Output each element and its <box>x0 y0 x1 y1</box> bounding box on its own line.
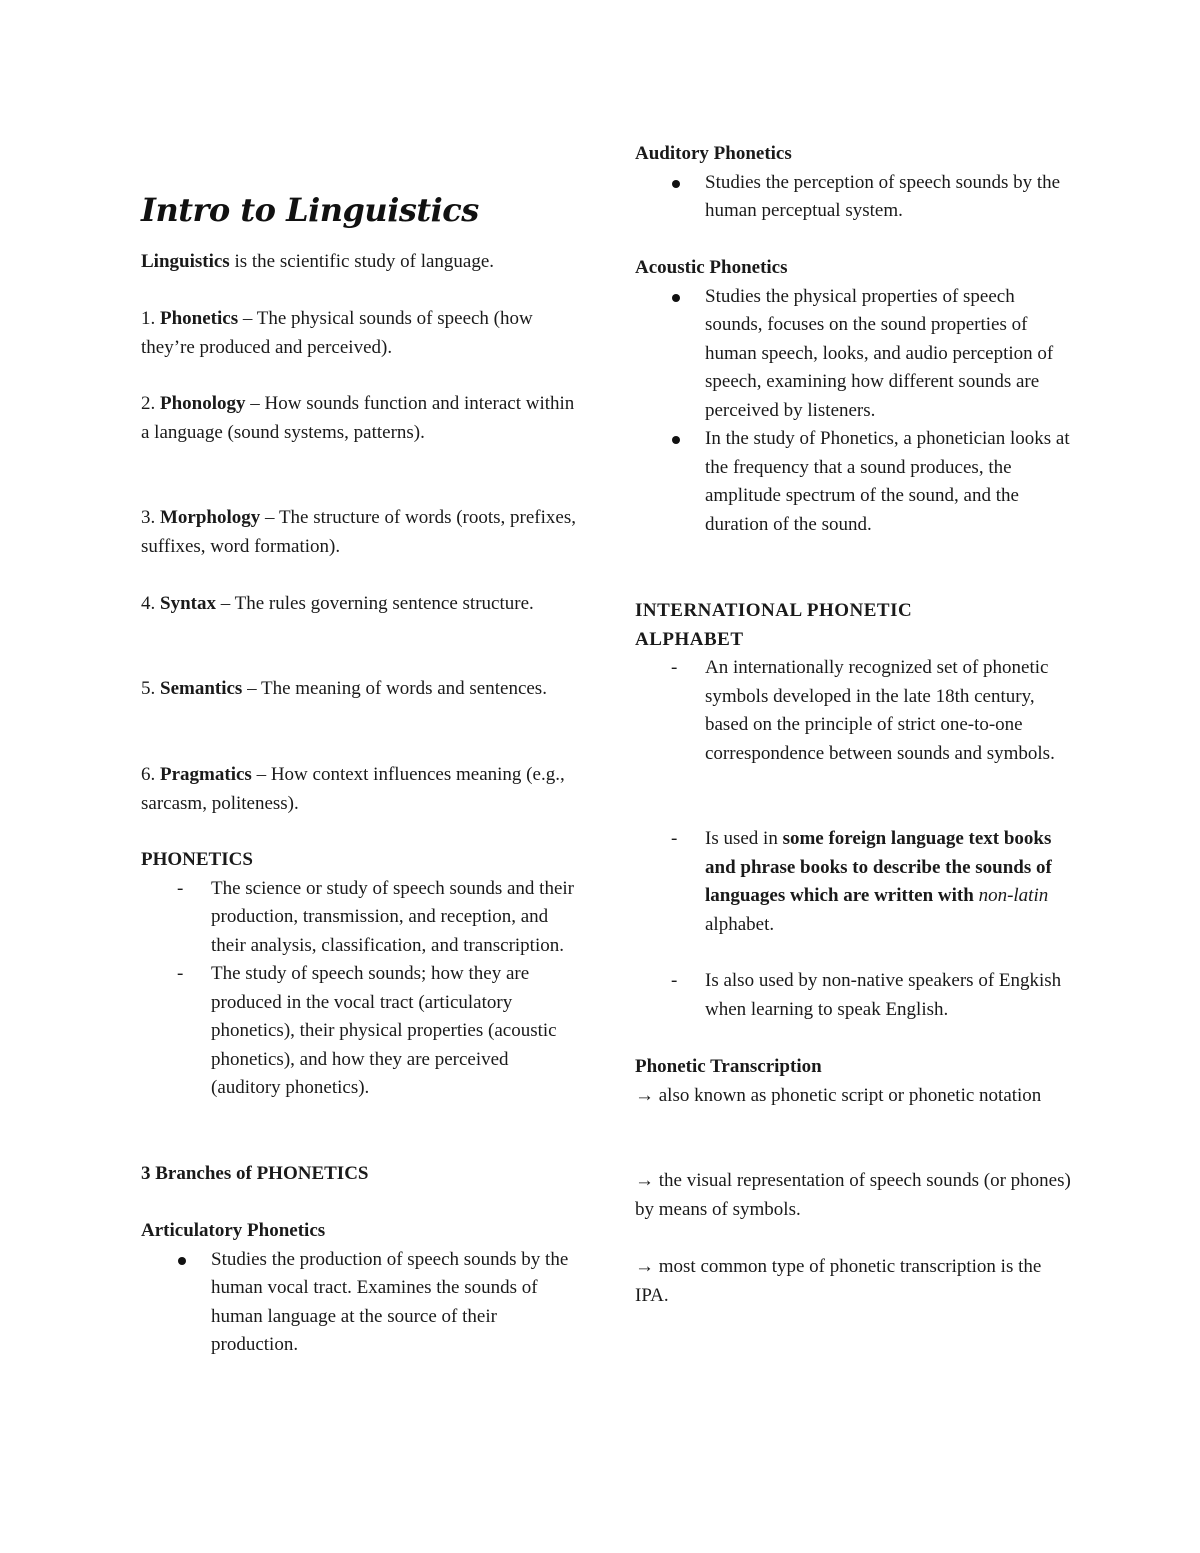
arrow-icon: → <box>635 1256 654 1277</box>
transcription-line: → the visual representation of speech sounds (or phones) by means of symbols. <box>635 1170 1071 1220</box>
list-item: Studies the physical properties of speech sounds, focuses on the sound properties of human speech, looks, and audio perception of speech, examining how different sounds are perceived by listeners. <box>635 283 1075 426</box>
ipa-section <box>635 597 1055 768</box>
phonetics-section <box>141 846 581 1103</box>
dash-marker: - <box>671 970 678 991</box>
list-item-phonology: 2. Phonology – How sounds function and interact within a language (sound systems, patterns). <box>141 393 575 443</box>
acoustic-section <box>635 254 1075 539</box>
intro-text: is the scientific study of language. <box>229 251 495 272</box>
articulatory-section <box>141 1217 581 1360</box>
list-item: Studies the perception of speech sounds by the human perceptual system. <box>635 169 1075 226</box>
list-item-syntax: 4. Syntax – The rules governing sentence structure. <box>141 593 534 614</box>
branches-heading: 3 Branches of PHONETICS <box>141 1163 369 1184</box>
list-item-morphology: 3. Morphology – The structure of words (roots, prefixes, suffixes, word formation). <box>141 507 576 557</box>
transcription-section <box>635 1053 1075 1110</box>
transcription-heading: Phonetic Transcription <box>635 1056 822 1077</box>
phonetics-heading: PHONETICS <box>141 849 253 870</box>
dash-marker: - <box>671 657 678 678</box>
bullet-icon <box>178 1257 186 1265</box>
item-term: Pragmatics <box>160 764 252 785</box>
bullet-icon <box>672 180 680 188</box>
acoustic-list <box>635 283 1075 540</box>
acoustic-heading: Acoustic Phonetics <box>635 257 788 278</box>
auditory-heading: Auditory Phonetics <box>635 143 792 164</box>
item-term: Morphology <box>160 507 261 528</box>
transcription-line: → most common type of phonetic transcription is the IPA. <box>635 1256 1042 1306</box>
item-term: Phonetics <box>160 308 239 329</box>
auditory-section <box>635 140 1075 226</box>
list-item-phonetics: 1. Phonetics – The physical sounds of speech (how they’re produced and perceived). <box>141 308 533 358</box>
document-title: Intro to Linguistics <box>141 191 479 229</box>
bullet-icon <box>672 436 680 444</box>
dash-marker: - <box>177 877 184 899</box>
auditory-list <box>635 169 1075 226</box>
bullet-icon <box>672 294 680 302</box>
list-item: In the study of Phonetics, a phonetician looks at the frequency that a sound produces, the amplitude spectrum of the sound, and the duration of the sound. <box>635 425 1075 539</box>
list-item: - Is also used by non-native speakers of Engkish when learning to speak English. <box>635 967 1075 1024</box>
dash-marker: - <box>671 828 678 849</box>
list-item: Studies the production of speech sounds by the human vocal tract. Examines the sounds of human language at the source of their production. <box>141 1246 581 1360</box>
list-item: - The study of speech sounds; how they are produced in the vocal tract (articulatory phonetics), their physical properties (acoustic phonetics), and how they are perceived (auditory phonetics). <box>141 960 581 1103</box>
list-item: - Is used in some foreign language text books and phrase books to describe the sounds of languages which are written with non-latin alphabet. <box>635 825 1075 939</box>
dash-marker: - <box>177 963 184 984</box>
transcription-line: → also known as phonetic script or phonetic notation <box>635 1084 1042 1106</box>
articulatory-heading: Articulatory Phonetics <box>141 1220 326 1241</box>
intro-term: Linguistics <box>141 251 230 272</box>
item-term: Syntax <box>160 593 216 614</box>
ipa-list <box>635 654 1055 768</box>
list-item: - The science or study of speech sounds and their production, transmission, and reception, and their analysis, classification, and transcription. <box>141 875 581 961</box>
arrow-icon: → <box>635 1170 654 1191</box>
list-item: - An internationally recognized set of phonetic symbols developed in the late 18th century, based on the principle of strict one-to-one correspondence between sounds and symbols. <box>635 654 1055 768</box>
item-term: Phonology <box>160 393 246 414</box>
phonetics-list <box>141 875 581 1103</box>
articulatory-list <box>141 1246 581 1360</box>
ipa-list-3 <box>635 967 1075 1024</box>
intro-definition <box>141 248 581 277</box>
arrow-icon: → <box>635 1084 654 1106</box>
ipa-list-2 <box>635 825 1075 939</box>
list-item-semantics: 5. Semantics – The meaning of words and sentences. <box>141 678 547 699</box>
ipa-heading: INTERNATIONAL PHONETIC ALPHABET <box>635 600 913 650</box>
item-term: Semantics <box>160 678 243 699</box>
list-item-pragmatics: 6. Pragmatics – How context influences meaning (e.g., sarcasm, politeness). <box>141 764 565 814</box>
